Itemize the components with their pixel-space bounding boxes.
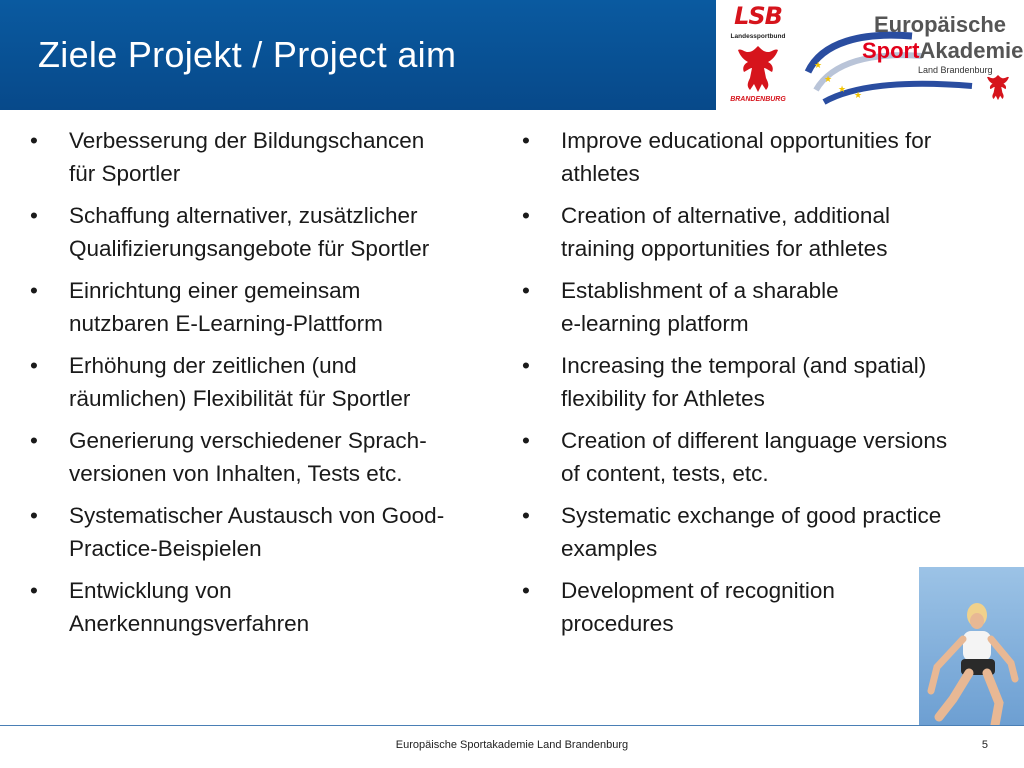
bullet-text-line: Einrichtung einer gemeinsam — [69, 278, 361, 303]
bullet-text-line: training opportunities for athletes — [561, 236, 888, 261]
bullet-dot: • — [522, 353, 530, 378]
bullet-text-line: Qualifizierungsangebote für Sportler — [69, 236, 430, 261]
footer-text: Europäische Sportakademie Land Brandenburg — [395, 739, 629, 751]
bullet-dot: • — [30, 353, 38, 378]
bullet-text-line: Creation of different language versions — [561, 428, 948, 453]
page-number: 5 — [981, 739, 988, 751]
bullet-text-line: examples — [561, 536, 658, 561]
athlete-photo — [919, 567, 1024, 725]
bullets-german — [30, 124, 510, 649]
bullet-dot: • — [522, 128, 530, 153]
bullet-dot: • — [30, 128, 38, 153]
svg-text:★: ★ — [824, 74, 833, 84]
bullet-text-line: Verbesserung der Bildungschancen — [69, 128, 425, 153]
bullet-dot: • — [30, 428, 38, 453]
bullet-item — [522, 199, 1018, 265]
esa-logo-line1: Europäische — [874, 12, 1007, 37]
slide-title: Ziele Projekt / Project aim — [38, 34, 457, 75]
bullet-text-line: Practice-Beispielen — [69, 536, 262, 561]
bullet-text-line: Anerkennungsverfahren — [69, 611, 310, 636]
lsb-logo-subtitle: Landessportbund — [730, 33, 786, 40]
bullet-dot: • — [522, 578, 530, 603]
bullet-text-line: Erhöhung der zeitlichen (und — [69, 353, 357, 378]
bullet-dot: • — [30, 578, 38, 603]
bullet-item — [522, 274, 1018, 340]
bullet-text-line: procedures — [561, 611, 674, 636]
bullet-text-line: Generierung verschiedener Sprach- — [69, 428, 427, 453]
bullet-text-line: für Sportler — [69, 161, 181, 186]
bullet-dot: • — [30, 203, 38, 228]
bullet-text-line: Establishment of a sharable — [561, 278, 839, 303]
svg-text:★: ★ — [814, 60, 823, 70]
bullet-text-line: räumlichen) Flexibilität für Sportler — [69, 386, 411, 411]
eagle-icon — [986, 72, 1010, 102]
bullet-text-line: flexibility for Athletes — [561, 386, 765, 411]
bullet-dot: • — [30, 503, 38, 528]
svg-text:★: ★ — [854, 90, 863, 100]
bullet-text-line: Systematic exchange of good practice — [561, 503, 942, 528]
bullet-item — [30, 499, 510, 565]
title-bar — [0, 0, 716, 110]
bullet-text-line: of content, tests, etc. — [561, 461, 769, 486]
bullet-text-line: Improve educational opportunities for — [561, 128, 932, 153]
bullet-text-line: e-learning platform — [561, 311, 749, 336]
bullet-dot: • — [522, 428, 530, 453]
logo-area — [716, 0, 1024, 110]
bullet-text-line: athletes — [561, 161, 640, 186]
bullet-dot: • — [522, 278, 530, 303]
bullet-item — [30, 199, 510, 265]
bullet-text-line: Development of recognition — [561, 578, 835, 603]
athlete-jumping-image — [919, 567, 1024, 725]
bullet-text-line: Schaffung alternativer, zusätzlicher — [69, 203, 418, 228]
esa-logo-sport: Sport — [862, 38, 920, 63]
bullet-text-line: Entwicklung von — [69, 578, 232, 603]
esa-logo-line3: Land Brandenburg — [918, 65, 993, 75]
bullet-text-line: nutzbaren E-Learning-Plattform — [69, 311, 383, 336]
bullet-text-line: Systematischer Austausch von Good- — [69, 503, 445, 528]
esa-logo-akademie: Akademie — [919, 38, 1024, 63]
bullet-item — [30, 124, 510, 190]
lsb-logo-bottom: BRANDENBURG — [730, 96, 786, 103]
bullet-text-line: Creation of alternative, additional — [561, 203, 890, 228]
svg-text:★: ★ — [838, 84, 847, 94]
bullet-dot: • — [30, 278, 38, 303]
brandenburg-eagle-icon — [736, 42, 780, 94]
footer-rule — [0, 725, 1024, 726]
bullet-item — [30, 574, 510, 640]
bullet-text-line: Increasing the temporal (and spatial) — [561, 353, 927, 378]
bullet-item — [30, 424, 510, 490]
bullet-item — [522, 499, 1018, 565]
bullet-item — [30, 349, 510, 415]
lsb-logo — [728, 2, 788, 108]
lsb-logo-word: LSB — [734, 2, 782, 30]
bullet-dot: • — [522, 503, 530, 528]
bullet-item — [522, 424, 1018, 490]
bullet-text-line: versionen von Inhalten, Tests etc. — [69, 461, 403, 486]
bullet-dot: • — [522, 203, 530, 228]
bullet-item — [522, 124, 1018, 190]
bullet-item — [522, 349, 1018, 415]
bullet-item — [30, 274, 510, 340]
esa-logo — [802, 2, 1022, 108]
esa-logo-line2 — [862, 38, 1023, 64]
